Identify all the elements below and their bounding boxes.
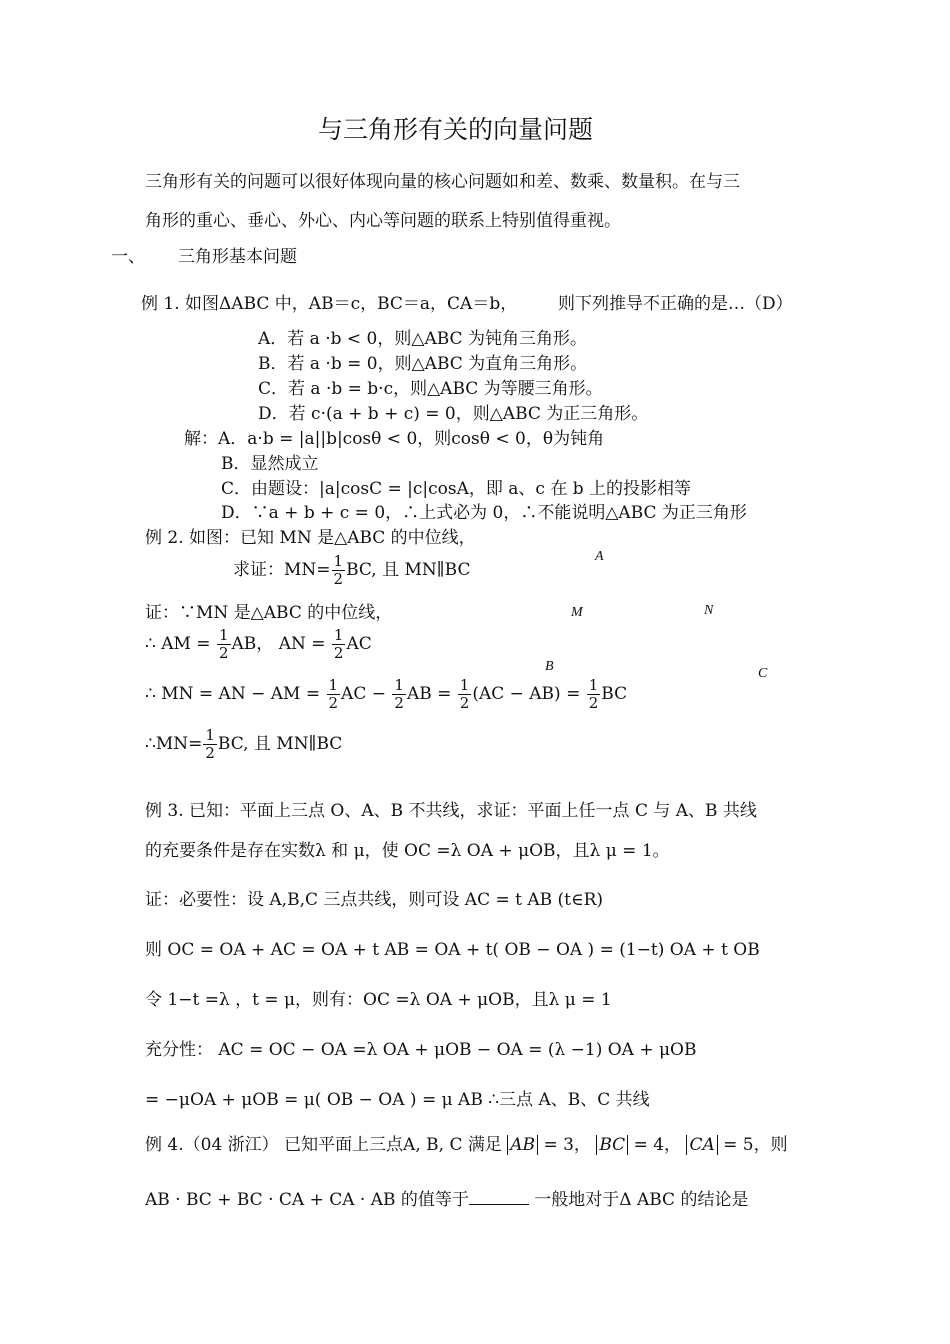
solution-line: C．由题设：|a|cosC = |c|cosA，即 a、c 在 b 上的投影相等 bbox=[221, 479, 692, 499]
answer-blank[interactable] bbox=[469, 1188, 529, 1205]
intro-line: 三角形有关的问题可以很好体现向量的核心问题如和差、数乘、数量积。在与三 bbox=[145, 172, 740, 192]
option-a: A．若 a ·b < 0，则△ABC 为钝角三角形。 bbox=[258, 329, 587, 349]
example-1-stem: 例 1. 如图ΔABC 中，AB＝c，BC＝a，CA＝b， bbox=[141, 294, 518, 314]
fraction-half bbox=[217, 627, 231, 662]
proof-line bbox=[145, 727, 342, 762]
fraction-denominator: 2 bbox=[218, 644, 229, 662]
fraction-half bbox=[327, 677, 341, 712]
figure-label-m: M bbox=[571, 605, 583, 620]
fraction-half bbox=[332, 627, 346, 662]
prove-text: 求证：MN= bbox=[233, 560, 331, 580]
prove-text: BC, 且 MN∥BC bbox=[346, 560, 471, 580]
proof-line bbox=[145, 627, 372, 662]
example-4-line bbox=[145, 1188, 748, 1211]
proof-line: 证：∵MN 是△ABC 的中位线， bbox=[145, 603, 393, 623]
fraction-denominator: 2 bbox=[328, 694, 339, 712]
prove-statement bbox=[233, 553, 470, 588]
vector-magnitude-bc: BC bbox=[596, 1135, 628, 1155]
fraction-numerator: 1 bbox=[328, 676, 339, 694]
example-2-stem: 例 2. 如图：已知 MN 是△ABC 的中位线， bbox=[145, 528, 476, 548]
proof-text: ∴ AM = bbox=[145, 634, 211, 654]
example-4-text: 例 4.（04 浙江） 已知平面上三点A, B, C 满足 bbox=[145, 1135, 502, 1155]
option-b: B．若 a ·b = 0，则△ABC 为直角三角形。 bbox=[258, 354, 588, 374]
option-d: D．若 c·(a + b + c) = 0，则△ABC 为正三角形。 bbox=[258, 404, 649, 424]
figure-label-a: A bbox=[595, 549, 604, 564]
fraction-denominator: 2 bbox=[394, 694, 404, 712]
example-3-line: 的充要条件是存在实数λ 和 μ，使 OC =λ OA + μOB，且λ μ = 1。 bbox=[145, 841, 670, 861]
proof-line bbox=[145, 677, 627, 712]
page-title: 与三角形有关的向量问题 bbox=[318, 115, 594, 144]
fraction-half bbox=[587, 677, 601, 712]
example-4-text: = 3， bbox=[543, 1135, 591, 1155]
example-1-question: 则下列推导不正确的是…（D） bbox=[558, 294, 793, 314]
fraction-half bbox=[392, 677, 406, 712]
fraction-denominator: 2 bbox=[588, 694, 599, 712]
intro-line: 角形的重心、垂心、外心、内心等问题的联系上特别值得重视。 bbox=[145, 211, 621, 231]
fraction-denominator: 2 bbox=[459, 694, 470, 712]
proof-text: BC, 且 MN∥BC bbox=[217, 734, 343, 754]
vector-magnitude-ca: CA bbox=[686, 1135, 717, 1155]
option-c: C．若 a ·b = b·c，则△ABC 为等腰三角形。 bbox=[258, 379, 603, 399]
fraction-numerator: 1 bbox=[218, 626, 229, 644]
figure-label-c: C bbox=[758, 666, 768, 681]
example-3-line: = −μOA + μOB = μ( OB − OA ) = μ AB ∴三点 A、B、C 共线 bbox=[145, 1090, 650, 1110]
fraction-numerator: 1 bbox=[333, 626, 344, 644]
example-4-text: 一般地对于Δ ABC 的结论是 bbox=[534, 1190, 749, 1210]
fraction-numerator: 1 bbox=[333, 552, 344, 570]
solution-line: B．显然成立 bbox=[221, 454, 319, 474]
example-3-line: 例 3. 已知：平面上三点 O、A、B 不共线，求证：平面上任一点 C 与 A、B 共线 bbox=[145, 801, 757, 821]
fraction-denominator: 2 bbox=[205, 744, 215, 762]
fraction-numerator: 1 bbox=[588, 676, 599, 694]
section-number: 一、 bbox=[111, 247, 145, 267]
example-3-line: 则 OC = OA + AC = OA + t AB = OA + t( OB − OA ) = (1−t) OA + t OB bbox=[145, 940, 760, 960]
proof-text: AB， AN = bbox=[231, 634, 326, 654]
section-heading: 三角形基本问题 bbox=[178, 247, 297, 267]
proof-text: ∴MN= bbox=[145, 734, 203, 754]
fraction-denominator: 2 bbox=[333, 570, 344, 588]
proof-text: (AC − AB) = bbox=[472, 684, 581, 704]
proof-text: AC bbox=[346, 634, 372, 654]
example-4-text: AB · BC + BC · CA + CA · AB 的值等于 bbox=[145, 1190, 469, 1210]
example-4-line bbox=[145, 1134, 788, 1156]
solution-line: D．∵a + b + c = 0，∴上式必为 0，∴不能说明△ABC 为正三角形 bbox=[221, 503, 747, 523]
proof-text: AB = bbox=[406, 684, 452, 704]
proof-text: BC bbox=[601, 684, 628, 704]
example-3-line: 证：必要性：设 A,B,C 三点共线，则可设 AC = t AB (t∈R) bbox=[145, 890, 604, 910]
fraction-denominator: 2 bbox=[333, 644, 344, 662]
fraction-numerator: 1 bbox=[459, 676, 470, 694]
figure-label-n: N bbox=[704, 603, 714, 618]
fraction-half bbox=[458, 677, 472, 712]
example-3-line: 充分性： AC = OC − OA =λ OA + μOB − OA = (λ −1) OA + μOB bbox=[145, 1040, 697, 1060]
example-4-text: = 5，则 bbox=[723, 1135, 788, 1155]
figure-label-b: B bbox=[545, 659, 554, 674]
example-4-text: = 4， bbox=[633, 1135, 682, 1155]
fraction-numerator: 1 bbox=[205, 726, 215, 744]
fraction-numerator: 1 bbox=[394, 676, 404, 694]
example-3-line: 令 1−t =λ ，t = μ，则有：OC =λ OA + μOB，且λ μ = 1 bbox=[145, 990, 612, 1010]
solution-line: 解：A．a·b = |a||b|cosθ < 0，则cosθ < 0，θ为钝角 bbox=[184, 429, 605, 449]
proof-text: ∴ MN = AN − AM = bbox=[145, 684, 321, 704]
vector-magnitude-ab: AB bbox=[507, 1135, 538, 1155]
proof-text: AC − bbox=[341, 684, 386, 704]
fraction-half bbox=[203, 727, 217, 762]
fraction-half bbox=[332, 553, 346, 588]
